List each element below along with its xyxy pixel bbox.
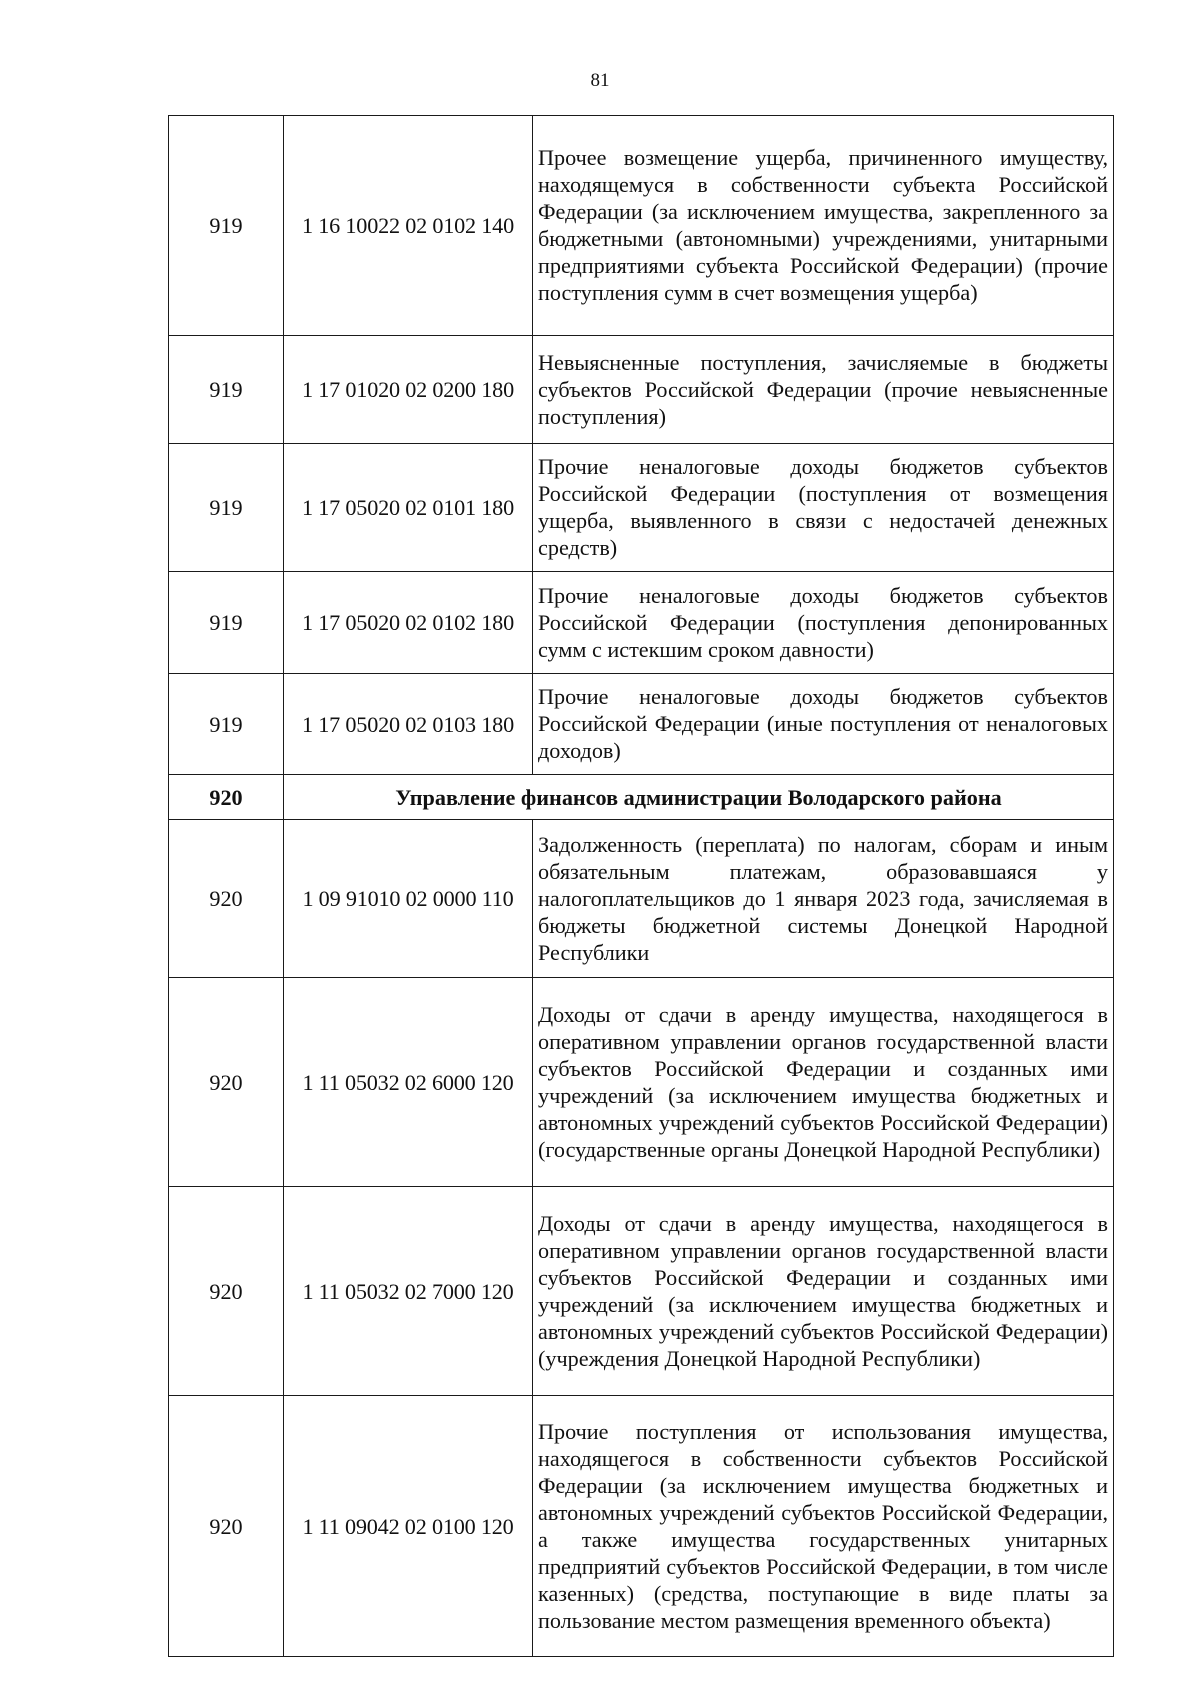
page-number: 81 xyxy=(590,70,610,91)
budget-code-cell: 1 17 05020 02 0103 180 xyxy=(284,674,533,775)
table-row xyxy=(169,820,1114,978)
description-cell: Прочие неналоговые доходы бюджетов субъектов Российской Федерации (поступления депонированных сумм с истекшим сроком давности) xyxy=(533,572,1114,674)
description-cell: Прочее возмещение ущерба, причиненного имуществу, находящемуся в собственности субъекта Российской Федерации (за исключением имущества, закрепленного за бюджетными (автономными) учреждениями, унитарными предприятиями субъекта Российской Федерации) (прочие поступления сумм в счет возмещения ущерба) xyxy=(533,116,1114,336)
budget-code-cell: 1 11 09042 02 0100 120 xyxy=(284,1396,533,1657)
section-header-row xyxy=(169,775,1114,820)
table-row xyxy=(169,674,1114,775)
section-admin-code: 920 xyxy=(169,775,284,820)
table-row xyxy=(169,336,1114,444)
budget-code-cell: 1 17 01020 02 0200 180 xyxy=(284,336,533,444)
admin-code-cell: 920 xyxy=(169,1396,284,1657)
admin-code-cell: 919 xyxy=(169,444,284,572)
admin-code-cell: 919 xyxy=(169,336,284,444)
description-cell: Невыясненные поступления, зачисляемые в бюджеты субъектов Российской Федерации (прочие невыясненные поступления) xyxy=(533,336,1114,444)
admin-code-cell: 919 xyxy=(169,116,284,336)
description-cell: Доходы от сдачи в аренду имущества, находящегося в оперативном управлении органов государственной власти субъектов Российской Федерации и созданных ими учреждений (за исключением имущества бюджетных и автономных учреждений субъектов Российской Федерации) (учреждения Донецкой Народной Республики) xyxy=(533,1187,1114,1396)
admin-code-cell: 919 xyxy=(169,674,284,775)
section-title: Управление финансов администрации Володарского района xyxy=(284,775,1114,820)
admin-code-cell: 919 xyxy=(169,572,284,674)
description-cell: Задолженность (переплата) по налогам, сборам и иным обязательным платежам, образовавшаяся у налогоплательщиков до 1 января 2023 года, зачисляемая в бюджеты бюджетной системы Донецкой Народной Республики xyxy=(533,820,1114,978)
description-cell: Прочие поступления от использования имущества, находящегося в собственности субъектов Российской Федерации (за исключением имущества бюджетных и автономных учреждений субъектов Российской Федерации, а также имущества государственных унитарных предприятий субъектов Российской Федерации, в том числе казенных) (средства, поступающие в виде платы за пользование местом размещения временного объекта) xyxy=(533,1396,1114,1657)
revenue-codes-table xyxy=(168,115,1114,1657)
table-row xyxy=(169,444,1114,572)
admin-code-cell: 920 xyxy=(169,1187,284,1396)
budget-code-cell: 1 17 05020 02 0102 180 xyxy=(284,572,533,674)
admin-code-cell: 920 xyxy=(169,978,284,1187)
table-row xyxy=(169,116,1114,336)
budget-code-cell: 1 17 05020 02 0101 180 xyxy=(284,444,533,572)
table-row xyxy=(169,1396,1114,1657)
budget-code-cell: 1 09 91010 02 0000 110 xyxy=(284,820,533,978)
budget-code-cell: 1 11 05032 02 6000 120 xyxy=(284,978,533,1187)
table-row xyxy=(169,1187,1114,1396)
table-row xyxy=(169,572,1114,674)
description-cell: Прочие неналоговые доходы бюджетов субъектов Российской Федерации (поступления от возмещения ущерба, выявленного в связи с недостачей денежных средств) xyxy=(533,444,1114,572)
description-cell: Доходы от сдачи в аренду имущества, находящегося в оперативном управлении органов государственной власти субъектов Российской Федерации и созданных ими учреждений (за исключением имущества бюджетных и автономных учреждений субъектов Российской Федерации) (государственные органы Донецкой Народной Республики) xyxy=(533,978,1114,1187)
description-cell: Прочие неналоговые доходы бюджетов субъектов Российской Федерации (иные поступления от неналоговых доходов) xyxy=(533,674,1114,775)
admin-code-cell: 920 xyxy=(169,820,284,978)
budget-code-cell: 1 11 05032 02 7000 120 xyxy=(284,1187,533,1396)
budget-code-cell: 1 16 10022 02 0102 140 xyxy=(284,116,533,336)
table-row xyxy=(169,978,1114,1187)
